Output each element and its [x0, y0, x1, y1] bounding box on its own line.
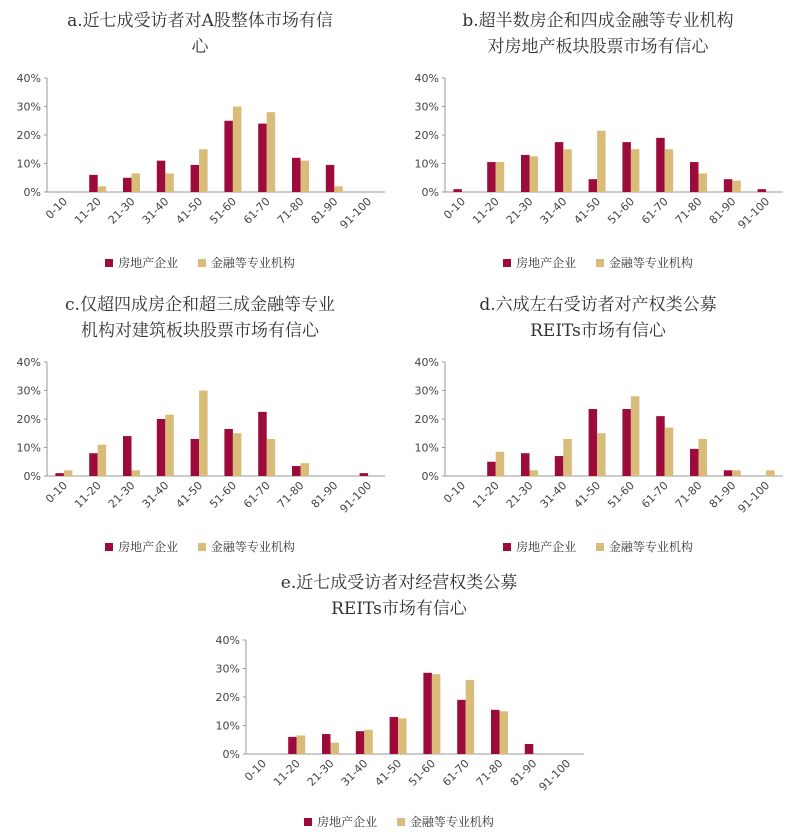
legend-item-series-2	[596, 538, 693, 555]
bar-series-2	[267, 439, 276, 476]
bar-series-1	[258, 412, 267, 476]
x-tick-label: 91-100	[735, 478, 773, 516]
bar-series-2	[766, 470, 775, 476]
y-tick-label: 0%	[23, 186, 41, 199]
y-tick-label: 30%	[16, 100, 41, 114]
x-tick-label: 51-60	[207, 194, 240, 227]
x-tick-label: 61-70	[639, 478, 671, 511]
legend-swatch	[198, 543, 206, 551]
bar-series-1	[656, 138, 665, 192]
bar-series-2	[496, 162, 505, 192]
bar-series-2	[297, 735, 306, 754]
bar-series-1	[258, 124, 267, 192]
bar-series-2	[301, 161, 310, 192]
y-tick-label: 30%	[16, 384, 41, 398]
legend-swatch	[105, 543, 113, 551]
y-tick-label: 20%	[16, 413, 41, 426]
bar-series-2	[331, 743, 340, 754]
bar-series-1	[191, 439, 200, 476]
chart-title-line-2: 对房地产板块股票市场有信心	[487, 37, 709, 57]
bar-series-1	[55, 473, 64, 476]
y-tick-label: 20%	[215, 691, 240, 704]
bar-series-2	[631, 396, 640, 476]
bar-chart-b	[398, 70, 798, 255]
y-tick-label: 40%	[16, 356, 41, 369]
bar-series-1	[491, 710, 500, 754]
x-tick-label: 61-70	[639, 194, 671, 227]
bar-series-1	[390, 717, 399, 754]
bar-series-1	[690, 162, 699, 192]
bar-series-2	[199, 149, 208, 192]
x-tick-label: 21-30	[304, 756, 337, 789]
bar-series-2	[631, 149, 640, 192]
chart-panel-c	[0, 284, 400, 564]
x-tick-label: 51-60	[406, 756, 439, 789]
legend-swatch	[503, 543, 511, 551]
chart-title	[0, 292, 400, 344]
x-tick-label: 31-40	[338, 756, 371, 789]
bar-series-2	[732, 181, 741, 192]
legend-item-series-2	[397, 813, 494, 830]
y-tick-label: 0%	[23, 470, 41, 483]
bar-series-1	[224, 121, 233, 192]
y-tick-label: 10%	[16, 441, 41, 455]
bar-chart-c	[0, 354, 400, 539]
chart-panel-b	[398, 0, 798, 280]
bar-series-1	[191, 165, 200, 192]
bar-series-1	[356, 731, 365, 754]
y-tick-label: 40%	[16, 72, 41, 85]
bar-series-1	[690, 449, 699, 476]
chart-legend	[199, 813, 599, 830]
chart-panel-d	[398, 284, 798, 564]
bar-series-2	[466, 680, 475, 754]
bar-series-1	[423, 673, 432, 754]
legend-label: 金融等专业机构	[608, 256, 693, 270]
bar-series-2	[301, 463, 310, 476]
bar-series-2	[563, 439, 572, 476]
bar-series-2	[530, 156, 539, 192]
x-tick-label: 61-70	[241, 478, 273, 511]
legend-item-series-1	[304, 813, 377, 830]
y-tick-label: 20%	[414, 129, 439, 142]
x-tick-label: 41-50	[372, 756, 405, 789]
bar-series-1	[555, 142, 564, 192]
chart-title	[199, 570, 599, 622]
bar-series-1	[758, 189, 767, 192]
chart-legend	[0, 254, 400, 271]
chart-title-line-1: b.超半数房企和四成金融等专业机构	[462, 11, 734, 31]
legend-item-series-2	[198, 254, 295, 271]
y-tick-label: 40%	[215, 634, 240, 647]
bar-series-1	[555, 456, 564, 476]
x-tick-label: 11-20	[72, 478, 104, 511]
x-tick-label: 71-80	[274, 194, 307, 227]
x-tick-label: 51-60	[605, 194, 638, 227]
bar-series-1	[89, 453, 98, 476]
bar-series-2	[199, 391, 208, 477]
y-tick-label: 20%	[414, 413, 439, 426]
bar-series-2	[665, 428, 674, 476]
x-tick-label: 11-20	[72, 194, 104, 227]
bar-series-2	[132, 470, 141, 476]
bar-series-1	[589, 409, 598, 476]
y-tick-label: 0%	[222, 748, 240, 761]
legend-item-series-1	[105, 538, 178, 555]
bar-series-2	[233, 107, 242, 193]
chart-title	[0, 8, 400, 60]
legend-item-series-2	[596, 254, 693, 271]
y-tick-label: 40%	[414, 356, 439, 369]
bar-series-2	[364, 730, 373, 754]
bar-series-2	[665, 149, 674, 192]
legend-label: 金融等专业机构	[409, 815, 494, 829]
bar-series-2	[165, 415, 174, 476]
x-tick-label: 11-20	[470, 478, 502, 511]
chart-title	[398, 292, 798, 344]
bar-series-2	[398, 718, 407, 754]
chart-title-line-2: 心	[191, 37, 209, 57]
x-tick-label: 21-30	[503, 194, 536, 227]
legend-item-series-1	[503, 538, 576, 555]
legend-label: 房地产企业	[118, 256, 179, 270]
y-tick-label: 10%	[215, 719, 240, 733]
bar-series-2	[597, 433, 606, 476]
legend-label: 房地产企业	[516, 540, 577, 554]
x-tick-label: 41-50	[173, 478, 206, 511]
bar-series-2	[334, 186, 343, 192]
chart-title-line-1: c.仅超四成房企和超三成金融等专业	[65, 295, 335, 315]
x-tick-label: 0-10	[43, 194, 71, 222]
legend-label: 房地产企业	[118, 540, 179, 554]
bar-series-2	[563, 149, 572, 192]
bar-series-1	[521, 155, 530, 192]
y-tick-label: 0%	[421, 470, 439, 483]
x-tick-label: 0-10	[43, 478, 71, 506]
x-tick-label: 21-30	[105, 194, 138, 227]
x-tick-label: 81-90	[308, 194, 341, 227]
bar-series-1	[224, 429, 233, 476]
chart-legend	[398, 538, 798, 555]
bar-series-2	[496, 452, 505, 476]
legend-swatch	[503, 259, 511, 267]
bar-series-2	[597, 131, 606, 192]
legend-item-series-1	[105, 254, 178, 271]
bar-series-1	[453, 189, 462, 192]
y-tick-label: 20%	[16, 129, 41, 142]
x-tick-label: 0-10	[242, 756, 270, 784]
bar-series-2	[64, 470, 73, 476]
x-tick-label: 91-100	[536, 756, 574, 794]
y-tick-label: 30%	[414, 384, 439, 398]
y-tick-label: 10%	[16, 157, 41, 171]
x-tick-label: 31-40	[537, 478, 570, 511]
chart-title	[398, 8, 798, 60]
x-tick-label: 51-60	[207, 478, 240, 511]
x-tick-label: 71-80	[473, 756, 506, 789]
x-tick-label: 11-20	[271, 756, 303, 789]
x-tick-label: 31-40	[537, 194, 570, 227]
chart-title-line-1: e.近七成受访者对经营权类公募	[280, 573, 518, 593]
y-tick-label: 40%	[414, 72, 439, 85]
x-tick-label: 71-80	[672, 478, 705, 511]
legend-swatch	[105, 259, 113, 267]
chart-title-line-2: REITs市场有信心	[331, 599, 467, 619]
y-tick-label: 10%	[414, 441, 439, 455]
bar-series-1	[525, 744, 534, 754]
x-tick-label: 71-80	[274, 478, 307, 511]
bar-series-1	[622, 409, 631, 476]
legend-label: 金融等专业机构	[210, 540, 295, 554]
x-tick-label: 51-60	[605, 478, 638, 511]
bar-series-2	[699, 173, 708, 192]
bar-series-1	[157, 161, 166, 192]
x-tick-label: 61-70	[440, 756, 472, 789]
bar-series-1	[89, 175, 98, 192]
y-tick-label: 10%	[414, 157, 439, 171]
legend-label: 房地产企业	[516, 256, 577, 270]
bar-series-1	[724, 470, 733, 476]
bar-series-2	[233, 433, 242, 476]
x-tick-label: 11-20	[470, 194, 502, 227]
bar-series-1	[288, 737, 297, 754]
chart-title-line-1: a.近七成受访者对A股整体市场有信	[67, 11, 333, 31]
x-tick-label: 91-100	[337, 478, 375, 516]
legend-label: 金融等专业机构	[608, 540, 693, 554]
x-tick-label: 71-80	[672, 194, 705, 227]
x-tick-label: 41-50	[173, 194, 206, 227]
bar-chart-e	[199, 632, 599, 817]
bar-series-1	[656, 416, 665, 476]
legend-swatch	[596, 259, 604, 267]
chart-legend	[0, 538, 400, 555]
legend-label: 金融等专业机构	[210, 256, 295, 270]
bar-chart-d	[398, 354, 798, 539]
legend-swatch	[397, 818, 405, 826]
x-tick-label: 91-100	[735, 194, 773, 232]
chart-legend	[398, 254, 798, 271]
bar-series-2	[732, 470, 741, 476]
x-tick-label: 0-10	[441, 194, 469, 222]
x-tick-label: 91-100	[337, 194, 375, 232]
x-tick-label: 21-30	[105, 478, 138, 511]
bar-series-1	[292, 466, 301, 476]
chart-title-line-2: 机构对建筑板块股票市场有信心	[81, 321, 319, 341]
y-tick-label: 0%	[421, 186, 439, 199]
legend-label: 房地产企业	[317, 815, 378, 829]
chart-title-line-1: d.六成左右受访者对产权类公募	[479, 295, 717, 315]
x-tick-label: 21-30	[503, 478, 536, 511]
chart-panel-a	[0, 0, 400, 280]
bar-series-2	[132, 173, 141, 192]
x-tick-label: 81-90	[507, 756, 540, 789]
chart-panel-e	[199, 562, 599, 832]
y-tick-label: 30%	[414, 100, 439, 114]
bar-series-2	[699, 439, 708, 476]
y-tick-label: 30%	[215, 662, 240, 676]
x-tick-label: 41-50	[571, 478, 604, 511]
bar-series-1	[157, 419, 166, 476]
legend-item-series-2	[198, 538, 295, 555]
bar-series-1	[724, 179, 733, 192]
bar-series-1	[521, 453, 530, 476]
legend-swatch	[304, 818, 312, 826]
bar-series-2	[165, 173, 174, 192]
x-tick-label: 31-40	[139, 194, 172, 227]
bar-series-2	[98, 186, 107, 192]
bar-series-1	[322, 734, 331, 754]
legend-swatch	[198, 259, 206, 267]
bar-series-1	[326, 165, 335, 192]
bar-series-1	[457, 700, 466, 754]
bar-series-1	[123, 436, 132, 476]
bar-series-1	[292, 158, 301, 192]
bar-series-2	[98, 445, 107, 476]
bar-chart-a	[0, 70, 400, 255]
bar-series-2	[267, 112, 276, 192]
legend-item-series-1	[503, 254, 576, 271]
bar-series-2	[432, 674, 441, 754]
bar-series-1	[622, 142, 631, 192]
x-tick-label: 81-90	[706, 478, 739, 511]
bar-series-1	[487, 462, 496, 476]
bar-series-2	[500, 711, 509, 754]
x-tick-label: 81-90	[706, 194, 739, 227]
bar-series-1	[589, 179, 598, 192]
bar-series-2	[530, 470, 539, 476]
x-tick-label: 41-50	[571, 194, 604, 227]
bar-series-1	[360, 473, 369, 476]
x-tick-label: 81-90	[308, 478, 341, 511]
legend-swatch	[596, 543, 604, 551]
x-tick-label: 31-40	[139, 478, 172, 511]
bar-series-1	[123, 178, 132, 192]
x-tick-label: 0-10	[441, 478, 469, 506]
x-tick-label: 61-70	[241, 194, 273, 227]
bar-series-1	[487, 162, 496, 192]
chart-title-line-2: REITs市场有信心	[530, 321, 666, 341]
